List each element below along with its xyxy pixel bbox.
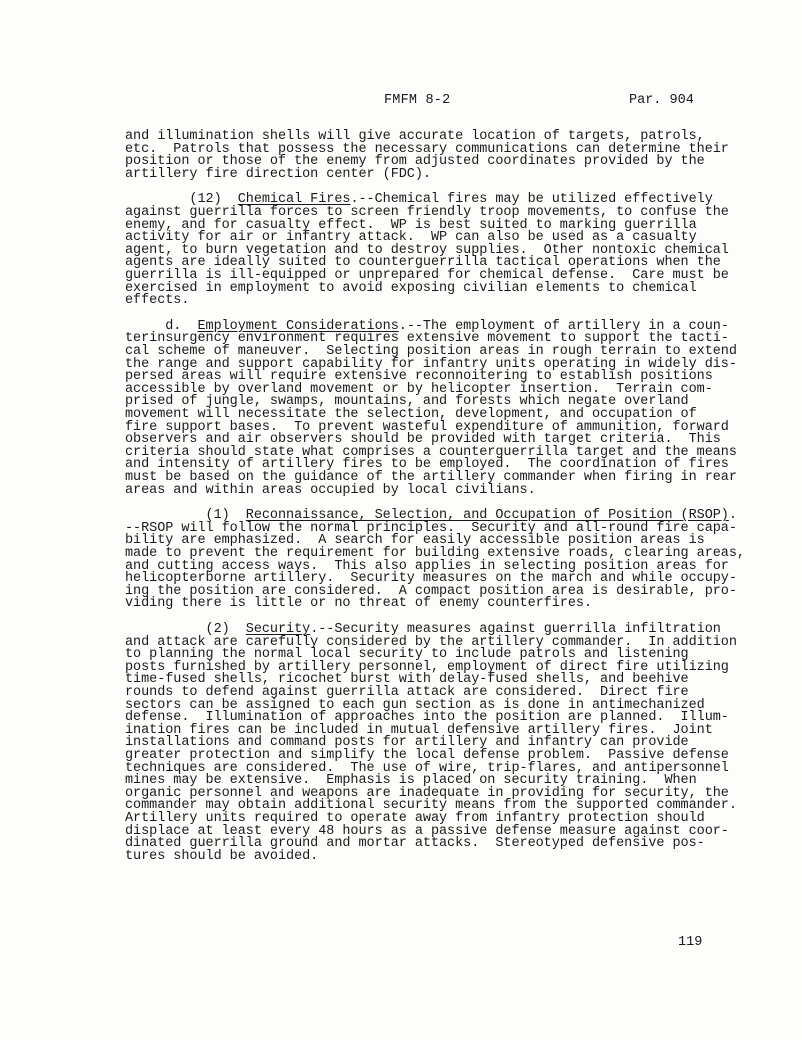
text-line: agents are ideally suited to counterguerrilla tactical operations when the bbox=[125, 255, 721, 271]
text-line: accessible by overland movement or by helicopter insertion. Terrain com- bbox=[125, 381, 713, 397]
text-line: ination fires can be included in mutual defensive artillery fires. Joint bbox=[125, 722, 713, 738]
line-rest: . bbox=[728, 508, 737, 524]
page-number: 119 bbox=[678, 935, 703, 950]
text-line: posts furnished by artillery personnel, employment of direct fire utilizing bbox=[125, 659, 729, 675]
text-line: must be based on the guidance of the artillery commander when firing in rear bbox=[125, 470, 737, 485]
text-line: cal scheme of maneuver. Selecting position areas in rough terrain to extend bbox=[125, 344, 737, 359]
line-rest: .--The employment of artillery in a coun- bbox=[398, 318, 729, 334]
text-line: criteria should state what comprises a counterguerrilla target and the means bbox=[125, 444, 737, 460]
text-line: areas and within areas occupied by local civilians. bbox=[125, 482, 536, 498]
text-line: installations and command posts for artillery and infantry can provide bbox=[125, 735, 689, 751]
text-line: displace at least every 48 hours as a passive defense measure against coor- bbox=[125, 823, 729, 839]
text-line: dinated guerrilla ground and mortar attacks. Stereotyped defensive pos- bbox=[125, 836, 705, 852]
text-line: and cutting access ways. This also applies in selecting position areas for bbox=[125, 558, 729, 574]
text-line: bility are emphasized. A search for easily accessible position areas is bbox=[125, 533, 705, 549]
text-line: persed areas will require extensive reconnoitering to establish positions bbox=[125, 369, 713, 385]
text-line: and attack are carefully considered by the artillery commander. In addition bbox=[125, 634, 737, 650]
line-prefix: d. bbox=[125, 318, 198, 334]
text-line: against guerrilla forces to screen friendly troop movements, to confuse the bbox=[125, 205, 729, 220]
text-line: sectors can be assigned to each gun section as is done in antimechanized bbox=[125, 697, 705, 713]
document-id: FMFM 8-2 bbox=[384, 93, 451, 108]
text-line: effects. bbox=[125, 293, 190, 309]
text-line: defense. Illumination of approaches into the position are planned. Illum- bbox=[125, 710, 729, 726]
text-line: agent, to burn vegetation and to destroy supplies. Other nontoxic chemical bbox=[125, 242, 729, 258]
section-title: Chemical Fires bbox=[237, 192, 351, 208]
line-rest: .--Security measures against guerrilla infiltration bbox=[310, 622, 721, 637]
text-line: techniques are considered. The use of wire, trip-flares, and antipersonnel bbox=[125, 760, 729, 776]
text-line: greater protection and simplify the local defense problem. Passive defense bbox=[125, 748, 729, 763]
text-line: rounds to defend against guerrilla attack are considered. Direct fire bbox=[125, 685, 689, 700]
text-line: observers and air observers should be provided with target criteria. This bbox=[125, 432, 721, 448]
text-line: the range and support capability for infantry units operating in widely dis- bbox=[125, 356, 737, 372]
text-line: ing the position are considered. A compact position area is desirable, pro- bbox=[125, 583, 737, 599]
section-title: Employment Considerations bbox=[197, 318, 399, 334]
text-line: organic personnel and weapons are inadequate in providing for security, the bbox=[125, 785, 729, 801]
text-line: commander may obtain additional security means from the supported commander. bbox=[125, 798, 737, 814]
text-line: to planning the normal local security to include patrols and listening bbox=[125, 647, 689, 663]
text-line: artillery fire direction center (FDC). bbox=[125, 166, 431, 182]
text-line: Artillery units required to operate away from infantry protection should bbox=[125, 811, 705, 826]
text-line: --RSOP will follow the normal principles. Security and all-round fire capa- bbox=[125, 520, 737, 536]
line-prefix: (12) bbox=[125, 192, 238, 208]
paragraph-number: Par. 904 bbox=[629, 93, 694, 108]
text-line: exercised in employment to avoid exposing civilian elements to chemical bbox=[125, 280, 697, 296]
text-line: and illumination shells will give accurate location of targets, patrols, bbox=[125, 129, 705, 144]
text-line: tures should be avoided. bbox=[125, 848, 319, 864]
text-line: terinsurgency environment requires extensive movement to support the tacti- bbox=[125, 331, 729, 347]
line-prefix: (2) bbox=[125, 622, 246, 637]
section-title: Security bbox=[245, 622, 311, 637]
text-line: made to prevent the requirement for building extensive roads, clearing areas, bbox=[125, 546, 745, 561]
text-line: enemy, and for casualty effect. WP is best suited to marking guerrilla bbox=[125, 217, 697, 233]
text-line: movement will necessitate the selection, development, and occupation of bbox=[125, 407, 697, 422]
line-rest: .--Chemical fires may be utilized effectively bbox=[350, 192, 713, 208]
text-line: guerrilla is ill-equipped or unprepared for chemical defense. Care must be bbox=[125, 268, 729, 283]
text-line: mines may be extensive. Emphasis is placed on security training. When bbox=[125, 773, 697, 789]
text-line: viding there is little or no threat of enemy counterfires. bbox=[125, 596, 592, 612]
text-line: time-fused shells, ricochet burst with delay-fused shells, and beehive bbox=[125, 672, 689, 688]
text-line: and intensity of artillery fires to be employed. The coordination of fires bbox=[125, 457, 729, 473]
text-line: helicopterborne artillery. Security measures on the march and while occupy- bbox=[125, 571, 737, 587]
text-line: prised of jungle, swamps, mountains, and forests which negate overland bbox=[125, 394, 689, 410]
text-line: position or those of the enemy from adjusted coordinates provided by the bbox=[125, 154, 705, 170]
text-line: etc. Patrols that possess the necessary communications can determine their bbox=[125, 141, 729, 157]
text-line: activity for air or infantry attack. WP can also be used as a casualty bbox=[125, 230, 697, 246]
line-prefix: (1) bbox=[125, 508, 246, 524]
section-title: Reconnaissance, Selection, and Occupation of Position (RSOP) bbox=[245, 508, 729, 524]
text-line: fire support bases. To prevent wasteful expenditure of ammunition, forward bbox=[125, 419, 729, 435]
